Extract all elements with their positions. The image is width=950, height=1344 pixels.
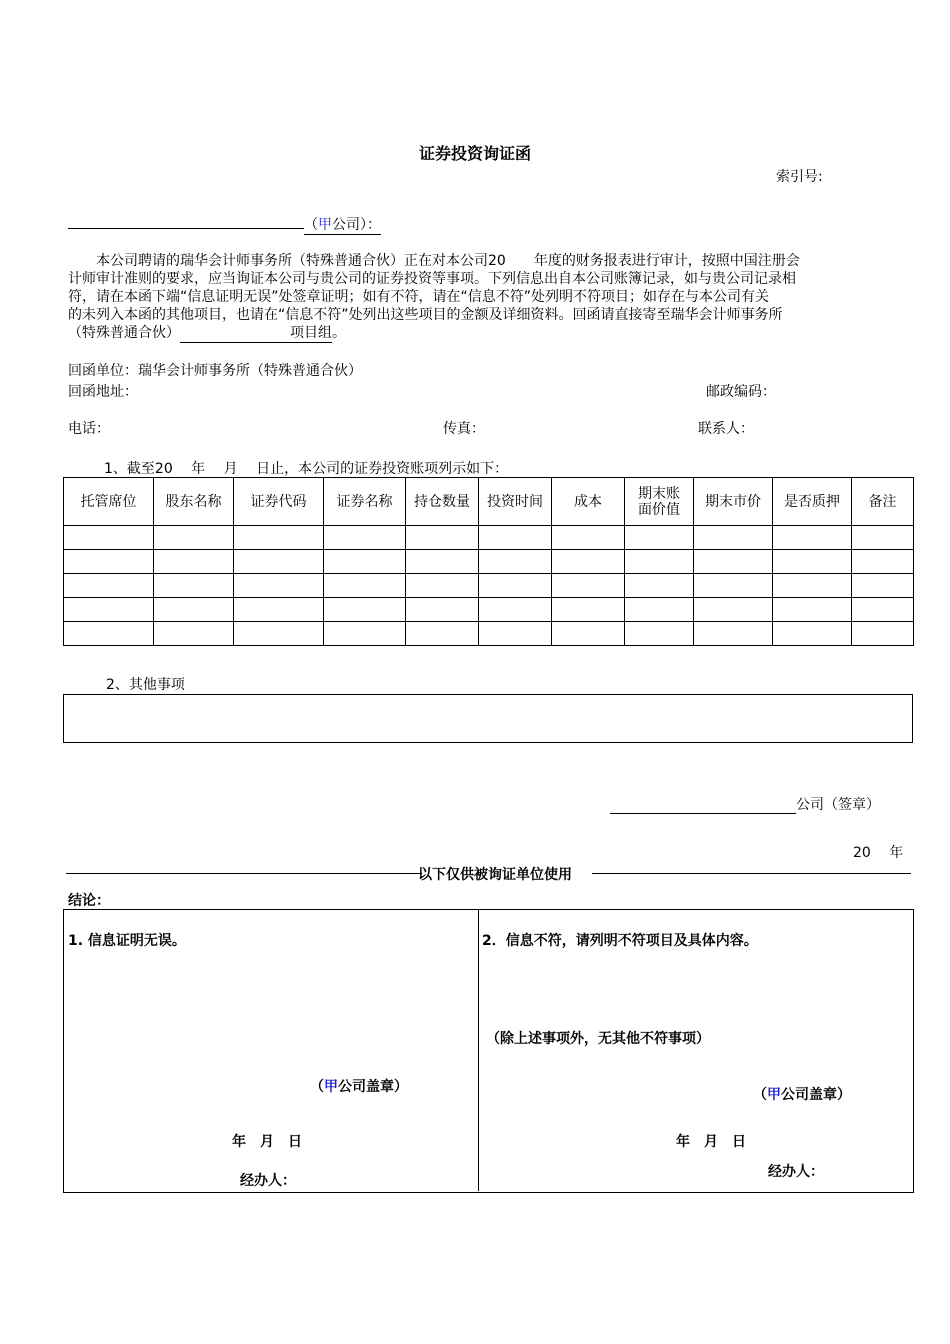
- table-row: [64, 622, 914, 646]
- recipient-suffix: （甲公司）：: [304, 214, 381, 235]
- company-sign-label: 公司（签章）: [796, 797, 880, 813]
- header-cost: 成本: [552, 478, 625, 526]
- header-remarks: 备注: [852, 478, 914, 526]
- phone-label: 电话：: [68, 421, 110, 437]
- other-matters-box[interactable]: [63, 694, 913, 743]
- intro-line: 符，请在本函下端“信息证明无误”处签章证明；如有不符，请在“信息不符”处列明不符项目；如存在与本公司有关: [68, 289, 770, 305]
- securities-table: [63, 477, 914, 646]
- table-row: [64, 526, 914, 550]
- intro-line: 的未列入本函的其他项目，也请在“信息不符”处列出这些项目的金额及详细资料。回函请直接寄至瑞华会计师事务所: [68, 307, 783, 323]
- intro-line: （特殊普通合伙） 项目组。: [68, 325, 346, 341]
- company-sign-line: [610, 794, 880, 814]
- year-label: 20 年: [853, 845, 904, 861]
- header-book-value: 期末账 面价值: [625, 478, 694, 526]
- info-mismatch-title: 2．信息不符，请列明不符项目及具体内容。: [482, 933, 758, 949]
- header-shareholder-name: 股东名称: [154, 478, 234, 526]
- intro-line: 计师审计准则的要求，应当询证本公司与贵公司的证券投资等事项。下列信息出自本公司账簿记录，如与贵公司记录相: [68, 271, 796, 287]
- left-handler: 经办人：: [240, 1173, 296, 1189]
- left-seal-label: （甲公司盖章）: [310, 1079, 408, 1095]
- header-holding-quantity: 持仓数量: [406, 478, 479, 526]
- divider-line-right: [592, 873, 911, 874]
- section-2-label: 2、其他事项: [106, 677, 185, 693]
- divider-text: 以下仅供被询证单位使用: [418, 867, 572, 883]
- project-group-label: 项目组: [290, 325, 332, 341]
- conclusion-box: [63, 909, 914, 1193]
- reply-address-label: 回函地址：: [68, 384, 138, 400]
- section-1-label: 1、截至20 年 月 日止，本公司的证券投资账项列示如下：: [104, 461, 509, 477]
- header-security-name: 证券名称: [324, 478, 406, 526]
- header-security-code: 证券代码: [234, 478, 324, 526]
- info-correct-title: 1. 信息证明无误。: [68, 933, 186, 949]
- fax-label: 传真：: [443, 421, 485, 437]
- conclusion-label: 结论：: [68, 893, 110, 909]
- left-date: 年 月 日: [232, 1134, 302, 1150]
- header-pledged: 是否质押: [773, 478, 852, 526]
- table-row: [64, 574, 914, 598]
- no-other-mismatch-note: （除上述事项外，无其他不符事项）: [486, 1031, 710, 1047]
- table-header-row: [64, 478, 914, 526]
- right-handler: 经办人：: [768, 1164, 824, 1180]
- table-row: [64, 598, 914, 622]
- right-seal-label: （甲公司盖章）: [753, 1087, 851, 1103]
- postcode-label: 邮政编码：: [706, 384, 776, 400]
- intro-paragraph: [68, 252, 900, 343]
- header-market-price: 期末市价: [694, 478, 773, 526]
- contact-label: 联系人：: [698, 421, 754, 437]
- table-row: [64, 550, 914, 574]
- company-sign-blank[interactable]: [610, 799, 796, 814]
- project-blank[interactable]: [180, 328, 290, 343]
- recipient-blank[interactable]: [68, 214, 304, 229]
- right-date: 年 月 日: [676, 1134, 746, 1150]
- index-number-label: 索引号:: [776, 169, 823, 185]
- intro-line: 本公司聘请的瑞华会计师事务所（特殊普通合伙）正在对本公司20 年度的财务报表进行审计，按照中国注册会: [96, 253, 800, 269]
- conclusion-divider: [478, 909, 479, 1191]
- recipient-line: [68, 214, 381, 235]
- reply-unit: 回函单位：瑞华会计师事务所（特殊普通合伙）: [68, 363, 362, 379]
- header-custody-seat: 托管席位: [64, 478, 154, 526]
- header-investment-time: 投资时间: [479, 478, 552, 526]
- page-title: 证券投资询证函: [418, 144, 531, 163]
- divider-line-left: [66, 873, 422, 874]
